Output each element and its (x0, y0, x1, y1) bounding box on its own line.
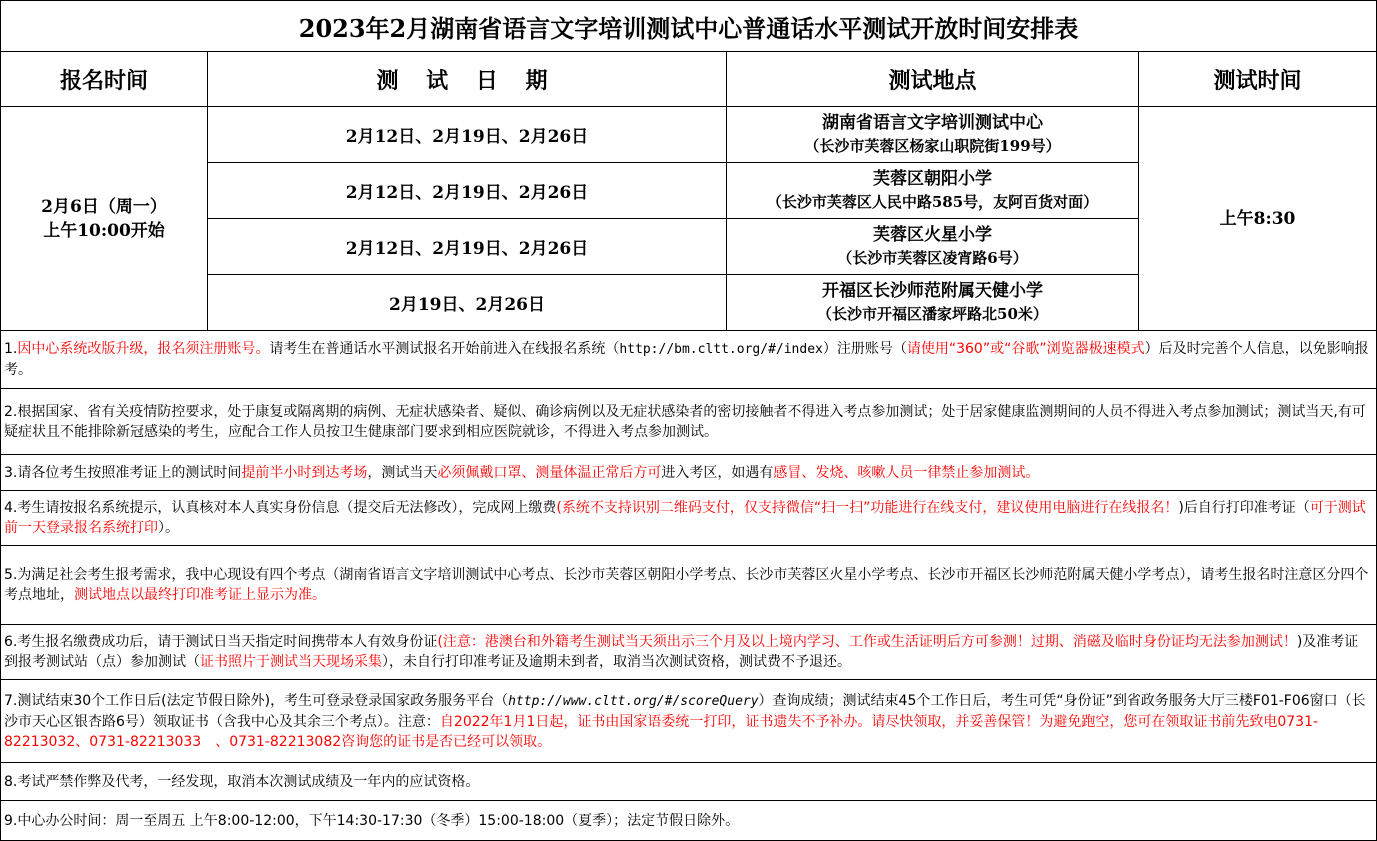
row-3-location (727, 219, 1138, 274)
note-3-highlight-mask: 必须佩戴口罩、测量体温正常后方可 (437, 464, 662, 481)
note-7-text-a: 7.测试结束30个工作日后(法定节假日除外)，考生可登录登录国家政务服务平台（ (4, 692, 509, 709)
registration-time-cell (1, 107, 207, 330)
row-1-location (727, 107, 1138, 162)
registration-start: 上午10:00开始 (43, 220, 165, 241)
note-5-highlight-location: 测试地点以最终打印准考证上显示为准。 (74, 587, 326, 603)
row-4-dates-text: 2月19日、2月26日 (389, 295, 545, 315)
note-3-text-a: 3.请各位考生按照准考证上的测试时间 (4, 464, 242, 481)
row-2-location-name: 芙蓉区朝阳小学 (873, 168, 992, 189)
row-4-location-name: 开福区长沙师范附属天健小学 (822, 280, 1043, 301)
note-1-text-c: ）后及时完善个人信息，以免影响报考。 (4, 341, 1369, 378)
note-1-prefix: 1. (4, 341, 18, 357)
header-registration-time (1, 52, 207, 106)
row-3-dates (208, 219, 726, 274)
border-note-3-4 (0, 490, 1377, 491)
header-test-date (208, 52, 726, 106)
header-test-location (727, 52, 1138, 106)
registration-system-link[interactable]: http://bm.cltt.org/#/index (619, 342, 823, 357)
note-3-highlight-symptoms: 感冒、发烧、咳嗽人员一律禁止参加测试。 (773, 464, 1040, 481)
note-4-highlight-print: 可于测试前一天登录报名系统打印 (4, 500, 1366, 536)
border-row-1-2 (207, 162, 1139, 163)
note-9 (3, 801, 1373, 840)
border-col-1-2 (207, 51, 208, 331)
border-left (0, 0, 1, 841)
header-test-date-label: 测 试 日 期 (376, 67, 558, 94)
note-8-text: 8.考试严禁作弊及代考，一经发现，取消本次测试成绩及一年内的应试资格。 (4, 773, 480, 790)
test-time-cell (1139, 107, 1376, 330)
note-3-highlight-arrive: 提前半小时到达考场 (241, 464, 368, 481)
border-note-7-8 (0, 762, 1377, 763)
note-1-text-a: 请考生在普通话水平测试报名开始前进入在线报名系统（ (269, 341, 620, 357)
note-7 (3, 680, 1373, 762)
test-time-value: 上午8:30 (1219, 208, 1296, 229)
note-4 (3, 491, 1373, 545)
header-registration-label: 报名时间 (59, 67, 148, 94)
row-1-location-address: （长沙市芙蓉区杨家山职院街199号） (804, 136, 1061, 155)
page-title (1, 1, 1376, 51)
note-3 (3, 455, 1373, 490)
note-6-text-a: 6.考生报名缴费成功后，请于测试日当天指定时间携带本人有效身份证 (4, 634, 438, 650)
note-6-text-c: ），未自行打印准考证及逾期未到者，取消当次测试资格，测试费不予退还。 (382, 654, 851, 670)
note-4-text-c: ）。 (158, 520, 179, 536)
note-5 (3, 546, 1373, 624)
border-col-2-3 (726, 51, 727, 331)
header-test-time (1139, 52, 1376, 106)
note-1 (3, 331, 1373, 388)
row-3-dates-text: 2月12日、2月19日、2月26日 (345, 239, 589, 259)
header-test-location-label: 测试地点 (888, 67, 977, 94)
note-4-text-a: 4.考生请按报名系统提示，认真核对本人真实身份信息（提交后无法修改），完成网上缴费 (4, 500, 557, 516)
border-note-4-5 (0, 545, 1377, 546)
header-test-time-label: 测试时间 (1213, 67, 1302, 94)
note-3-text-b: ，测试当天 (367, 464, 438, 481)
row-2-location-address: （长沙市芙蓉区人民中路585号，友阿百货对面） (766, 192, 1099, 211)
note-6 (3, 625, 1373, 679)
row-2-dates (208, 163, 726, 218)
row-4-location-address: （长沙市开福区潘家坪路北50米） (817, 304, 1048, 323)
note-2 (3, 389, 1373, 454)
row-1-dates (208, 107, 726, 162)
note-4-highlight-payment: (系统不支持识别二维码支付，仅支持微信“扫一扫”功能进行在线支付，建议使用电脑进行在线报名！ (556, 500, 1179, 516)
registration-date: 2月6日（周一） (41, 196, 167, 217)
row-3-location-name: 芙蓉区火星小学 (873, 224, 992, 245)
border-row-3-4 (207, 274, 1139, 275)
row-3-location-address: （长沙市芙蓉区凌宵路6号） (837, 248, 1028, 267)
score-query-link[interactable]: http://www.cltt.org/#/scoreQuery (508, 693, 759, 709)
border-col-3-4 (1138, 51, 1139, 331)
row-1-location-name: 湖南省语言文字培训测试中心 (822, 112, 1043, 133)
row-2-location (727, 163, 1138, 218)
border-row-2-3 (207, 218, 1139, 219)
note-6-highlight-id: (注意：港澳台和外籍考生测试当天须出示三个月及以上境内学习、工作或生活证明后方可参测！过期、消磁及临时身份证均无法参加测试！ (437, 634, 1297, 650)
border-note-2-3 (0, 454, 1377, 455)
note-2-text: 2.根据国家、省有关疫情防控要求，处于康复或隔离期的病例、无症状感染者、疑似、确诊病例以及无症状感染者的密切接触者不得进入考点参加测试；处于居家健康监测期间的人员不得进入考点参加测试；测试当天,有可疑症状且不能排除新冠感染的考生，应配合工作人员按卫生健康部门要求到相应医院就诊，不得进入考点参加测试。 (4, 403, 1366, 440)
row-4-location (727, 275, 1138, 330)
border-note-6-7 (0, 679, 1377, 680)
note-1-text-b: ）注册账号（ (822, 341, 907, 357)
note-4-text-b: )后自行打印准考证（ (1178, 500, 1310, 516)
note-7-text-b: ）查询成绩；测试结束45个工作日后，考生可凭“身份证”到省政务服务大厅三楼F01-F06窗口（长沙市天心区银杏路6号）领取证书（含我中心及其余三个考点）。注意： (4, 692, 1366, 730)
note-3-text-c: 进入考区，如遇有 (661, 464, 774, 481)
note-7-highlight-certificate: 自2022年1月1日起，证书由国家语委统一打印，证书遗失不予补办。请尽快领取，并妥善保管！为避免跑空，您可在领取证书前先致电0731-82213032、0731-82213033 、0731-82213082咨询您的证书是否已经可以领取。 (4, 713, 1319, 750)
note-5-text: 5.为满足社会考生报考需求，我中心现设有四个考点（湖南省语言文字培训测试中心考点、长沙市芙蓉区朝阳小学考点、长沙市芙蓉区火星小学考点、长沙市开福区长沙师范附属天健小学考点），请考生报名时注意区分四个考点地址， (4, 567, 1369, 603)
note-1-highlight-browser: 请使用“360”或“谷歌”浏览器极速模式 (906, 341, 1145, 357)
note-6-text-b: )及准考证到报考测试站（点）参加测试（ (4, 634, 1359, 670)
note-1-highlight-upgrade: 因中心系统改版升级，报名须注册账号。 (17, 341, 270, 357)
note-9-text: 9.中心办公时间：周一至周五 上午8:00-12:00，下午14:30-17:30（冬季）15:00-18:00（夏季）；法定节假日除外。 (4, 812, 740, 829)
row-1-dates-text: 2月12日、2月19日、2月26日 (345, 127, 589, 147)
row-4-dates (208, 275, 726, 330)
border-note-5-6 (0, 624, 1377, 625)
border-note-1-2 (0, 388, 1377, 389)
border-note-8-9 (0, 800, 1377, 801)
note-6-highlight-photo: 证书照片于测试当天现场采集 (200, 654, 382, 670)
note-8 (3, 763, 1373, 800)
border-top (0, 0, 1377, 1)
title-text: 2023年2月湖南省语言文字培训测试中心普通话水平测试开放时间安排表 (298, 13, 1079, 43)
row-2-dates-text: 2月12日、2月19日、2月26日 (345, 183, 589, 203)
